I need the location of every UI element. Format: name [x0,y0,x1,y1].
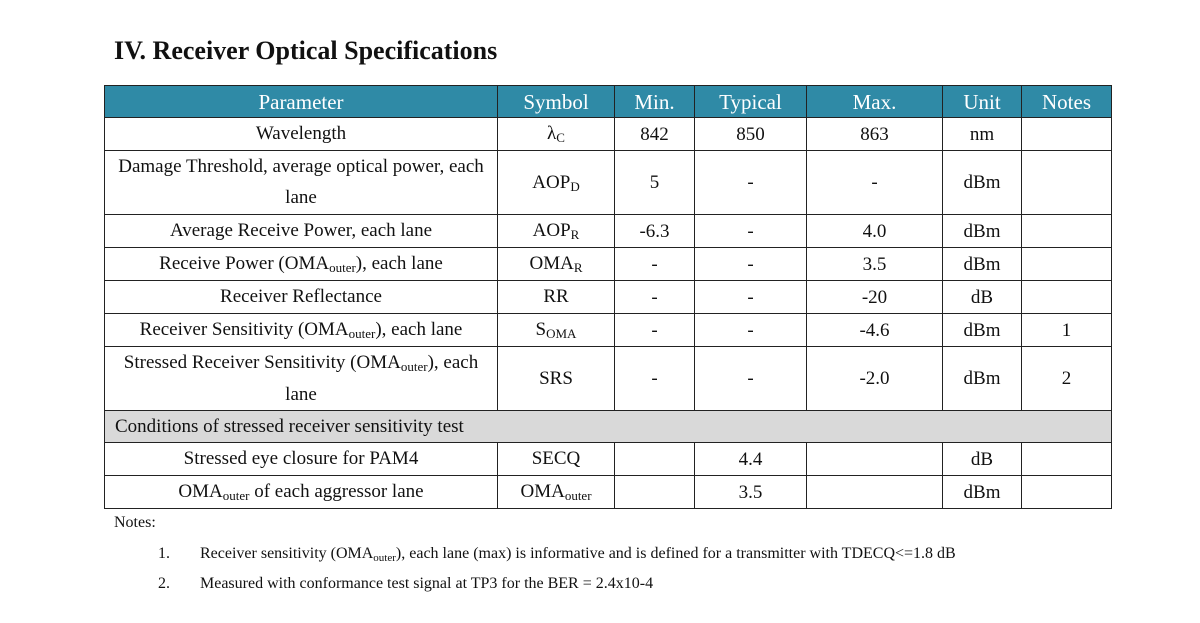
cell-symbol: OMAouter [498,476,615,509]
cell-typical: - [695,151,807,215]
cell-symbol: AOPR [498,215,615,248]
cell-max: 3.5 [807,248,943,281]
cell-min: - [615,248,695,281]
cell-max: 863 [807,118,943,151]
cell-typical: - [695,347,807,411]
cell-unit: dBm [943,151,1022,215]
cell-max: -4.6 [807,314,943,347]
section-row [105,411,1112,443]
cell-symbol: SRS [498,347,615,411]
cell-parameter: Receiver Reflectance [105,281,498,314]
cell-notes: 2 [1022,347,1112,411]
cell-typical: 3.5 [695,476,807,509]
cell-typical: 4.4 [695,443,807,476]
cell-symbol: SECQ [498,443,615,476]
cell-symbol: RR [498,281,615,314]
note-number: 1. [158,545,170,562]
cell-unit: dBm [943,314,1022,347]
cell-notes [1022,476,1112,509]
cell-typical: - [695,281,807,314]
cell-min: - [615,347,695,411]
cell-parameter: Damage Threshold, average optical power, each lane [105,151,498,215]
cell-symbol: OMAR [498,248,615,281]
header-typical: Typical [695,86,807,118]
cell-parameter: Average Receive Power, each lane [105,215,498,248]
cell-parameter: Receive Power (OMAouter), each lane [105,248,498,281]
cell-notes [1022,118,1112,151]
cell-notes [1022,443,1112,476]
receiver-spec-table [104,85,1112,509]
cell-parameter: Wavelength [105,118,498,151]
cell-parameter: Stressed eye closure for PAM4 [105,443,498,476]
table-row [105,248,1112,281]
cell-min: 842 [615,118,695,151]
cell-min: -6.3 [615,215,695,248]
cell-symbol: SOMA [498,314,615,347]
cell-notes [1022,248,1112,281]
cell-notes [1022,281,1112,314]
section-label: Conditions of stressed receiver sensitivity test [105,411,1112,443]
cell-min: - [615,314,695,347]
cell-unit: dB [943,443,1022,476]
table-row [105,314,1112,347]
cell-max [807,443,943,476]
cell-typical: 850 [695,118,807,151]
header-min: Min. [615,86,695,118]
notes-heading: Notes: [114,514,156,531]
cell-max: - [807,151,943,215]
table-row [105,347,1112,411]
note-item: 2. Measured with conformance test signal at TP3 for the BER = 2.4x10-4 [158,575,654,592]
cell-max: -20 [807,281,943,314]
header-symbol: Symbol [498,86,615,118]
cell-notes [1022,215,1112,248]
table-row [105,151,1112,215]
header-parameter: Parameter [105,86,498,118]
cell-min: - [615,281,695,314]
cell-max: 4.0 [807,215,943,248]
cell-parameter: OMAouter of each aggressor lane [105,476,498,509]
header-notes: Notes [1022,86,1112,118]
cell-max: -2.0 [807,347,943,411]
cell-min [615,476,695,509]
cell-min [615,443,695,476]
cell-unit: dBm [943,248,1022,281]
table-row [105,281,1112,314]
table-row [105,118,1112,151]
page-title: IV. Receiver Optical Specifications [114,36,498,65]
cell-notes [1022,151,1112,215]
cell-typical: - [695,248,807,281]
note-number: 2. [158,575,170,592]
table-header-row [105,86,1112,118]
cell-unit: dB [943,281,1022,314]
cell-symbol: λC [498,118,615,151]
table-row [105,215,1112,248]
table-row [105,476,1112,509]
cell-notes: 1 [1022,314,1112,347]
cell-unit: dBm [943,347,1022,411]
cell-unit: dBm [943,476,1022,509]
cell-typical: - [695,215,807,248]
cell-min: 5 [615,151,695,215]
cell-unit: nm [943,118,1022,151]
cell-parameter: Receiver Sensitivity (OMAouter), each lane [105,314,498,347]
header-unit: Unit [943,86,1022,118]
cell-symbol: AOPD [498,151,615,215]
cell-max [807,476,943,509]
note-item: 1. Receiver sensitivity (OMAouter), each lane (max) is informative and is defined for a transmitter with TDECQ<=1.8 dB [158,545,956,564]
cell-parameter: Stressed Receiver Sensitivity (OMAouter), each lane [105,347,498,411]
cell-typical: - [695,314,807,347]
cell-unit: dBm [943,215,1022,248]
table-row [105,443,1112,476]
header-max: Max. [807,86,943,118]
